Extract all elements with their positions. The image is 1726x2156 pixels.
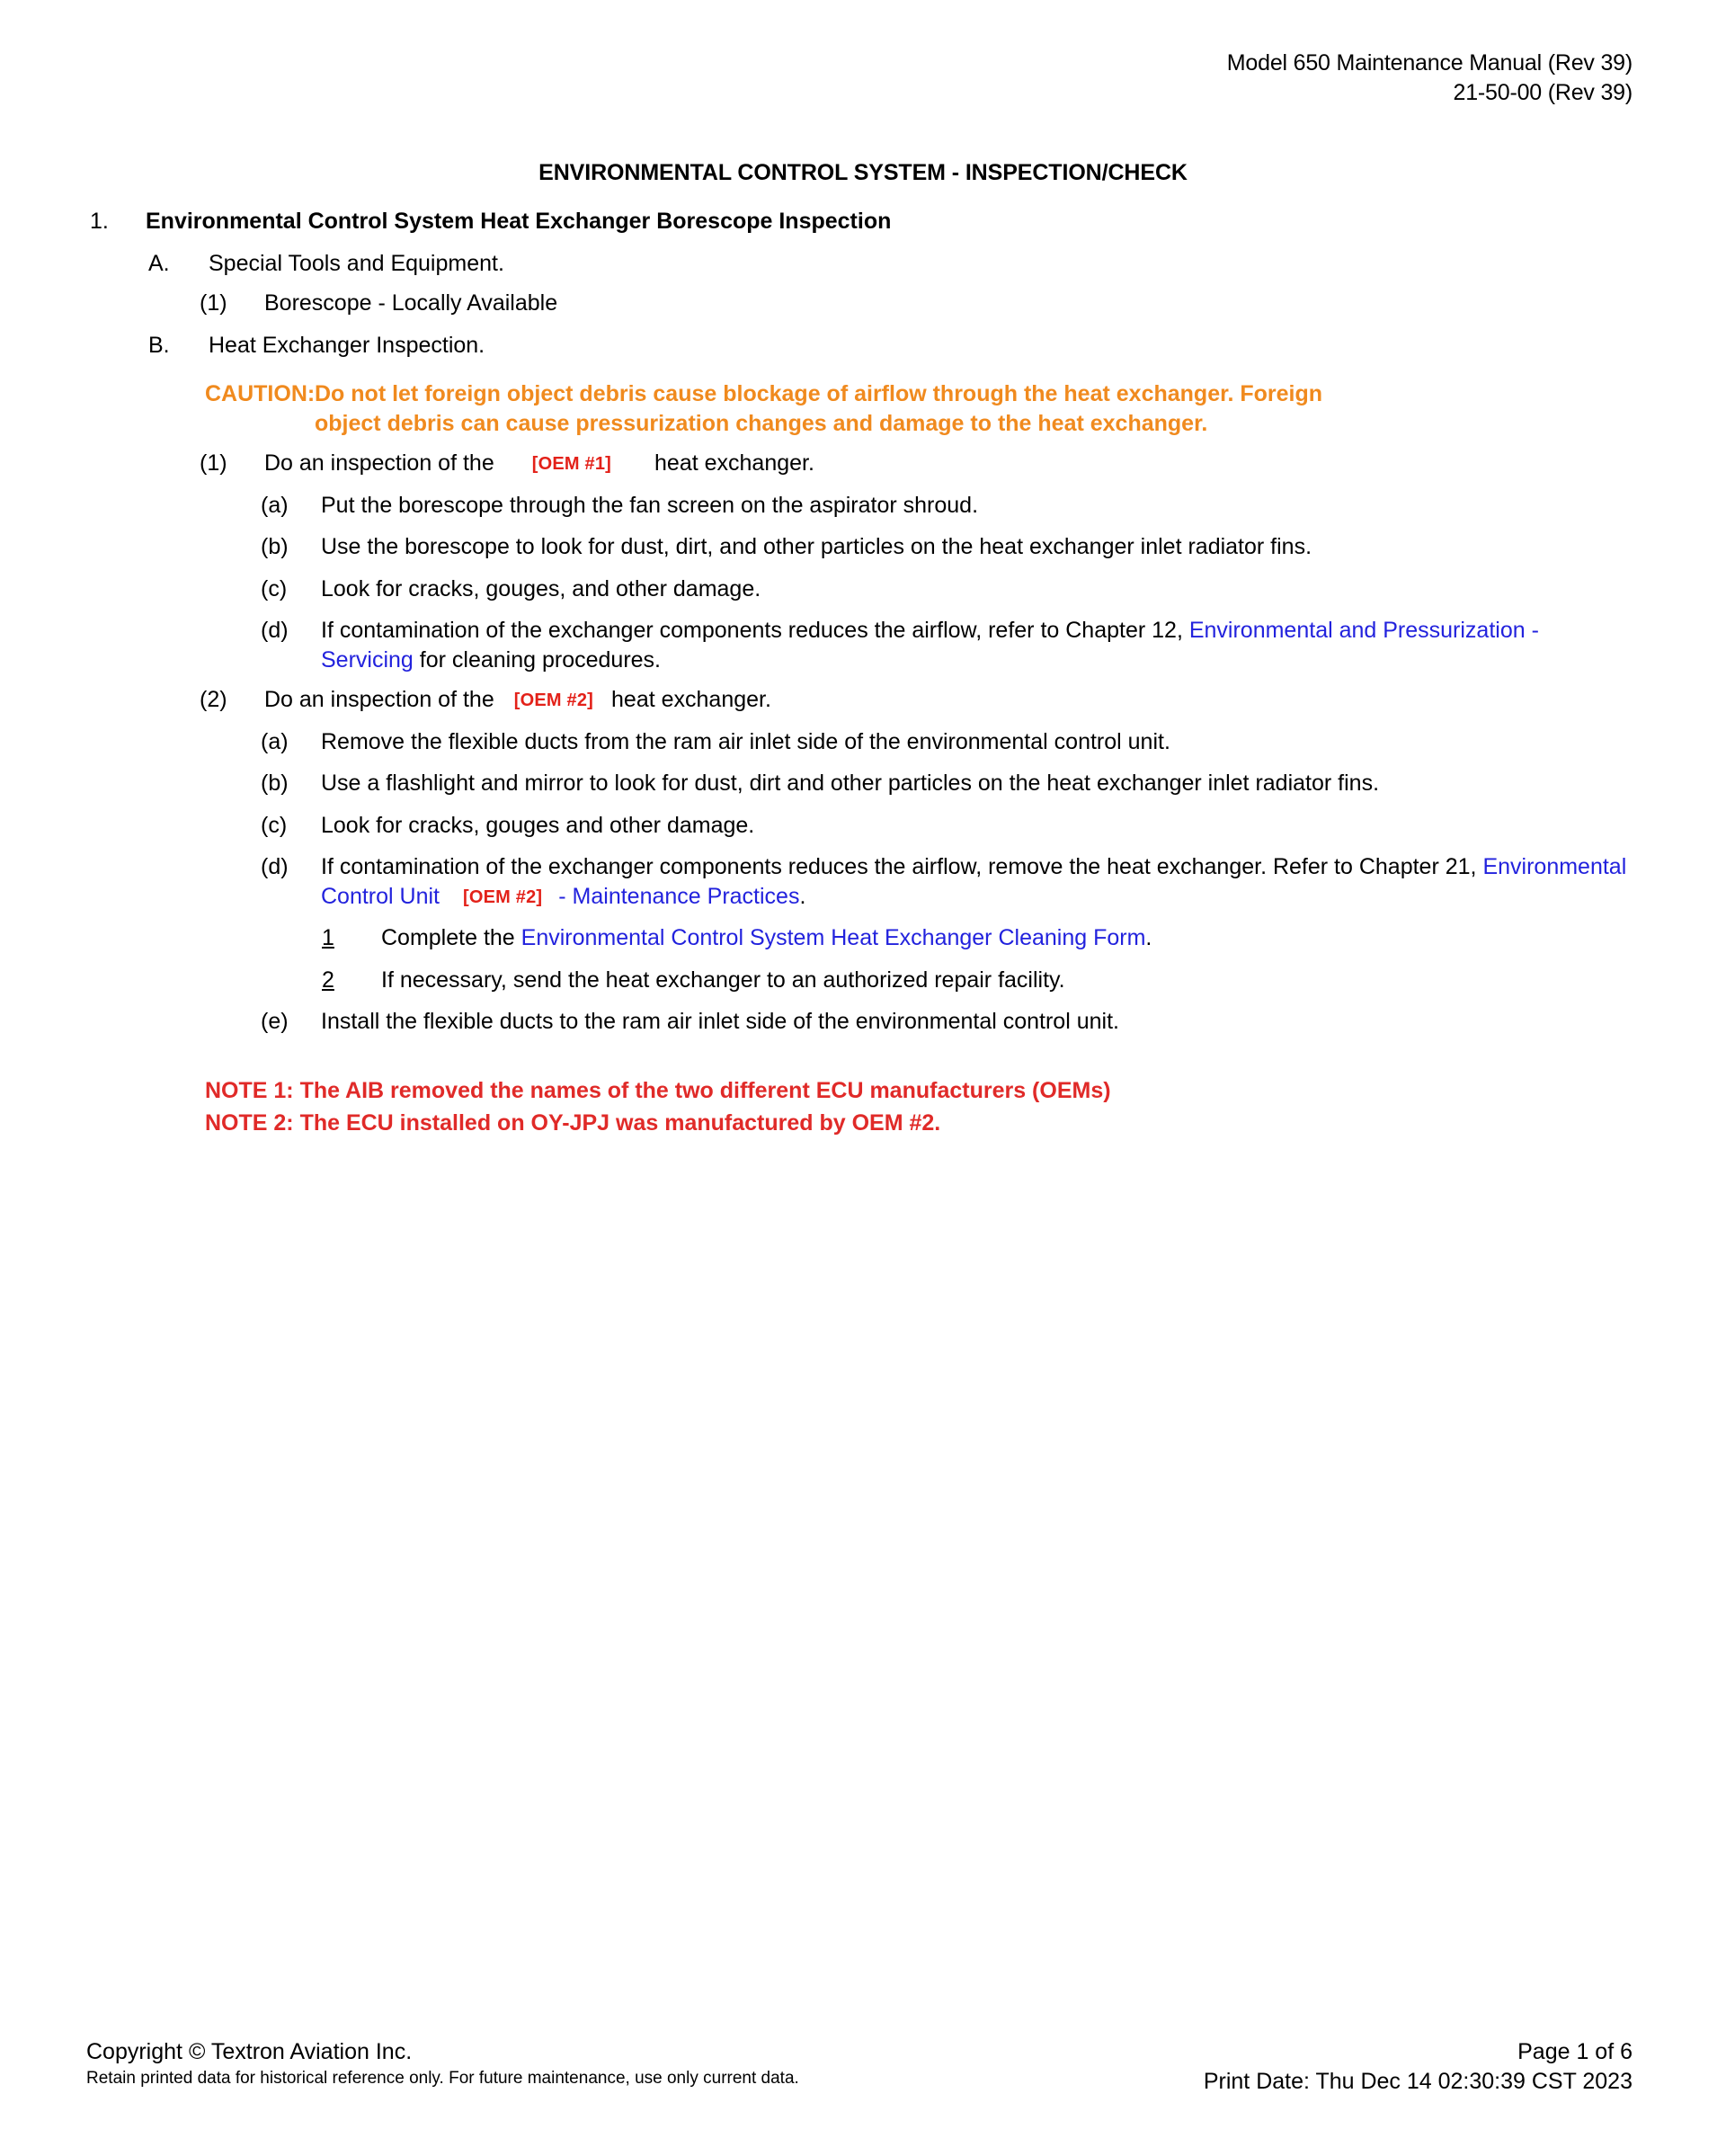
- item-b-1-c-text: Look for cracks, gouges, and other damage.: [321, 575, 761, 601]
- item-b-2-d: [0, 852, 1726, 911]
- notes-block: [205, 1075, 1111, 1139]
- header-manual-title: Model 650 Maintenance Manual (Rev 39): [1226, 50, 1633, 76]
- header-chapter-number: 21-50-00 (Rev 39): [1453, 79, 1633, 105]
- item-b-2-d-text-after: .: [799, 883, 806, 909]
- item-b-2-text: [264, 685, 1726, 715]
- item-b-2-a-marker: (a): [261, 728, 289, 754]
- item-b-1-text-before: Do an inspection of the: [264, 450, 494, 476]
- item-b-1-text-after: heat exchanger.: [654, 450, 814, 476]
- item-b-2-d-1-marker: [322, 923, 381, 953]
- page-header: [1227, 49, 1633, 107]
- section-1-heading: [0, 207, 1726, 236]
- item-b-2-b-marker: (b): [261, 771, 289, 796]
- caution-block: [0, 379, 1726, 438]
- note-2: NOTE 2: The ECU installed on OY-JPJ was manufactured by OEM #2.: [205, 1109, 941, 1136]
- item-b-2-d-1-text-after: .: [1145, 925, 1152, 950]
- page-title: ENVIRONMENTAL CONTROL SYSTEM - INSPECTION/CHECK: [538, 160, 1188, 185]
- footer-retain-notice: Retain printed data for historical reference only. For future maintenance, use only current data.: [86, 2069, 799, 2088]
- item-b-2-d-1: [0, 923, 1726, 953]
- item-a-special-tools: [0, 249, 1726, 279]
- item-b-1: [0, 449, 1726, 478]
- item-b-2-d-text-before: If contamination of the exchanger components reduces the airflow, remove the heat exchanger. Refer to Chapter 21,: [321, 854, 1477, 879]
- item-b-heat-exchanger-inspection: [0, 331, 1726, 361]
- item-b-1-b: [0, 532, 1726, 562]
- item-b-1-d-text-before: If contamination of the exchanger components reduces the airflow, refer to Chapter 12,: [321, 618, 1183, 643]
- section-1-title: Environmental Control System Heat Exchanger Borescope Inspection: [146, 209, 892, 234]
- footer-left: [86, 2037, 799, 2091]
- caution-text: Do not let foreign object debris cause blockage of airflow through the heat exchanger. Foreign object debris can cause pressurization changes and damage to the heat exchanger.: [315, 381, 1322, 436]
- item-b-2-b: [0, 769, 1726, 798]
- item-b-2-c: [0, 811, 1726, 841]
- item-a-1-borescope: [0, 289, 1726, 318]
- item-b-2: [0, 685, 1726, 715]
- footer-copyright: Copyright © Textron Aviation Inc.: [86, 2039, 413, 2064]
- item-a-marker: A.: [148, 250, 170, 276]
- item-b-2-text-after: heat exchanger.: [611, 687, 771, 712]
- item-b-1-d-text: [321, 616, 1563, 674]
- item-b-2-a: [0, 727, 1726, 757]
- item-b-1-d: [0, 616, 1726, 674]
- item-b-text: Heat Exchanger Inspection.: [209, 332, 485, 358]
- item-b-2-a-text: Remove the flexible ducts from the ram air inlet side of the environmental control unit.: [321, 728, 1170, 754]
- item-b-1-b-marker: (b): [261, 534, 289, 559]
- item-b-2-d-1-text-before: Complete the: [381, 925, 515, 950]
- oem-redaction-tag-2: [OEM #2]: [513, 690, 594, 710]
- item-b-2-b-text: Use a flashlight and mirror to look for dust, dirt and other particles on the heat exchanger inlet radiator fins.: [321, 771, 1380, 796]
- item-b-1-d-text-after: for cleaning procedures.: [419, 646, 661, 673]
- item-b-2-d-2-marker: [322, 966, 381, 995]
- link-maintenance-practices[interactable]: - Maintenance Practices: [558, 883, 800, 909]
- item-b-2-d-1-marker-text: 1: [322, 925, 334, 950]
- oem-redaction-tag-3: [OEM #2]: [463, 886, 543, 907]
- footer-print-date: Print Date: Thu Dec 14 02:30:39 CST 2023: [1203, 2069, 1633, 2094]
- item-b-2-e-marker: (e): [261, 1009, 289, 1034]
- item-a-1-text: Borescope - Locally Available: [264, 290, 558, 316]
- item-b-1-d-marker: (d): [261, 618, 289, 643]
- item-b-1-c: [0, 575, 1726, 604]
- item-b-2-e-text: Install the flexible ducts to the ram air inlet side of the environmental control unit.: [321, 1009, 1119, 1034]
- link-heat-exchanger-cleaning-form[interactable]: Environmental Control System Heat Exchanger Cleaning Form: [520, 925, 1146, 950]
- caution-label: CAUTION:: [205, 381, 316, 406]
- page-footer: [86, 2037, 1633, 2097]
- item-b-2-d-2: [0, 966, 1726, 995]
- item-b-1-a-text: Put the borescope through the fan screen on the aspirator shroud.: [321, 492, 979, 518]
- item-b-2-d-text: [321, 852, 1633, 911]
- item-b-2-d-marker: (d): [261, 854, 289, 879]
- item-b-1-marker: (1): [200, 450, 227, 476]
- item-b-2-text-before: Do an inspection of the: [264, 687, 494, 712]
- item-b-2-d-1-text: [381, 923, 1726, 953]
- item-b-marker: B.: [148, 332, 170, 358]
- item-b-1-c-marker: (c): [261, 575, 288, 601]
- item-b-2-d-2-text: If necessary, send the heat exchanger to an authorized repair facility.: [381, 967, 1065, 993]
- footer-page-number: Page 1 of 6: [1517, 2039, 1633, 2064]
- link-environmental-control-unit[interactable]: Environmental Control Unit: [321, 854, 1627, 909]
- note-1: NOTE 1: The AIB removed the names of the two different ECU manufacturers (OEMs): [205, 1078, 1111, 1103]
- item-b-2-marker: (2): [200, 687, 227, 712]
- item-b-2-c-text: Look for cracks, gouges and other damage.: [321, 812, 755, 838]
- section-1-marker: 1.: [90, 209, 109, 234]
- item-a-text: Special Tools and Equipment.: [209, 250, 504, 276]
- footer-right: [1204, 2037, 1633, 2097]
- item-a-1-marker: (1): [200, 290, 227, 316]
- item-b-1-a: [0, 491, 1726, 521]
- item-b-1-text: [264, 449, 1726, 478]
- item-b-1-b-text: Use the borescope to look for dust, dirt, and other particles on the heat exchanger inlet radiator fins.: [321, 534, 1312, 559]
- oem-redaction-tag-1: [OEM #1]: [531, 454, 612, 474]
- item-b-2-d-2-marker-text: 2: [322, 967, 334, 993]
- item-b-1-a-marker: (a): [261, 492, 289, 518]
- link-environmental-and-pressurization-servicing[interactable]: Environmental and Pressurization - Servicing: [321, 618, 1539, 673]
- document-body: [0, 200, 1726, 1037]
- item-b-2-c-marker: (c): [261, 812, 288, 838]
- item-b-2-e: [0, 1007, 1726, 1037]
